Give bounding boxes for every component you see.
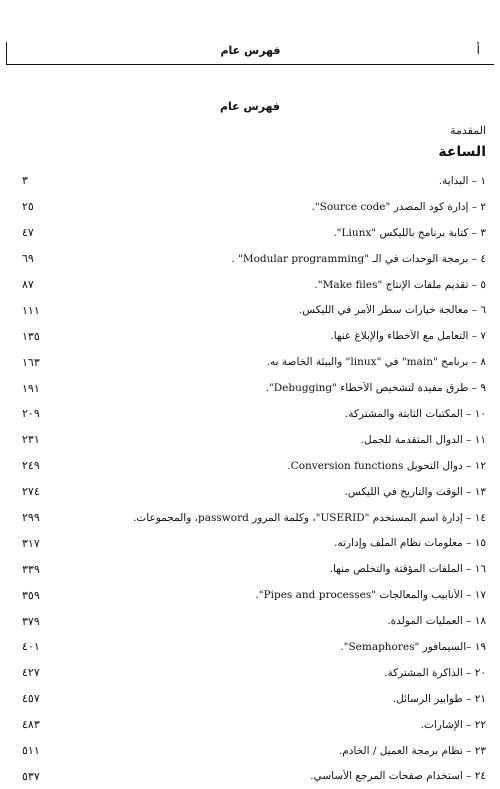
toc-entry [22, 530, 486, 556]
toc-entry-text: ٢٣ – نظام برمجة العميل / الخادم. [338, 744, 486, 757]
toc-entry [22, 505, 486, 531]
toc-entry-page: ٥٣٧ [22, 769, 40, 783]
toc-entry-text: ١٠ – المكتبات الثابتة والمشتركة. [344, 407, 486, 420]
toc-entry [22, 323, 486, 349]
toc-entry [22, 686, 486, 712]
toc-entry-text: ١٥ – معلومات نظام الملف وإدارته. [334, 537, 486, 550]
toc-entry [22, 246, 486, 272]
toc-entry-text: ١٦ – الملفات المؤقتة والتخلص منها. [329, 563, 486, 576]
toc-entry-text: ١٣ – الوقت والتاريخ في الليكس. [344, 485, 486, 498]
toc-entry-text: ٧ – التعامل مع الأخطاء والإبلاغ عنها. [330, 330, 486, 343]
toc-entry [22, 763, 486, 789]
toc-entry [22, 401, 486, 427]
toc-entry-text: ٢٢ – الإشارات. [420, 718, 486, 731]
toc-entry-page: ٣١٧ [22, 536, 40, 550]
toc-entry-page: ٢٠٩ [22, 407, 40, 421]
toc-entry [22, 453, 486, 479]
toc-entry [22, 556, 486, 582]
toc-entry [22, 194, 486, 220]
toc-entry-page: ٤٥٧ [22, 692, 40, 706]
toc-entry-page: ١٩١ [22, 381, 40, 395]
toc-entry-page: ٦٩ [22, 252, 34, 266]
toc-entry-page: ٢٤٩ [22, 459, 40, 473]
toc-entry-page: ١٦٣ [22, 355, 40, 369]
toc-entry-page: ١١١ [22, 303, 40, 317]
toc-entry [22, 375, 486, 401]
toc-entry-page: ٣٧٩ [22, 614, 40, 628]
toc-entry-text: ١ – البداية. [438, 174, 486, 187]
toc-entry-page: ٢٥ [22, 200, 34, 214]
toc-entry [22, 582, 486, 608]
toc-entry-text: ١٢ – دوال التحويل Conversion functions. [287, 459, 486, 472]
toc-title: فهرس عام [219, 100, 281, 113]
toc-entry-page: ١٣٥ [22, 329, 40, 343]
toc-entry-text: ٥ – تقديم ملفات الإنتاج "Make files". [314, 278, 486, 291]
toc-entry [22, 660, 486, 686]
toc-entry-text: ٢٠ – الذاكرة المشتركة. [384, 666, 486, 679]
toc-entry-text: ٢ – إدارة كود المصدر "Source code". [311, 200, 486, 213]
toc-entry [22, 272, 486, 298]
toc-entry-page: ٢٣١ [22, 433, 40, 447]
toc-entry-text: ٨ – برنامج "main" في "linux" والبيئة الخاصة به. [266, 356, 486, 369]
toc-list [22, 168, 486, 789]
running-header-page-number: أ [476, 43, 480, 57]
toc-entry-page: ٣٥٩ [22, 588, 40, 602]
toc-entry [22, 608, 486, 634]
toc-entry-page: ٨٧ [22, 278, 34, 291]
toc-entry-page: ٤٧ [22, 226, 34, 240]
toc-entry-page: ٣٣٩ [22, 562, 40, 576]
running-header-title: فهرس عام [220, 44, 281, 57]
toc-entry [22, 479, 486, 505]
toc-entry [22, 712, 486, 738]
toc-section-heading: الساعة [438, 144, 486, 160]
toc-entry [22, 738, 486, 764]
toc-entry [22, 427, 486, 453]
toc-entry-text: ٩ – طرق مفيدة لتشخيص الأخطاء "Debugging". [265, 382, 486, 395]
toc-entry-page: ٢٧٤ [22, 485, 40, 499]
toc-entry-page: ٤٢٧ [22, 666, 40, 680]
toc-entry [22, 349, 486, 375]
toc-entry-text: ١٤ – إدارة اسم المستخدم "USERID"، وكلمة المرور password، والمجموعات. [133, 511, 486, 524]
running-header [6, 42, 494, 65]
toc-entry-text: ١١ – الدوال المتقدمة للجمل. [360, 433, 486, 446]
toc-entry-text: ١٧ – الأنابيب والمعالجات "Pipes and processes". [255, 589, 486, 602]
toc-entry-page: ٣ [22, 174, 28, 188]
toc-entry [22, 168, 486, 194]
toc-entry-page: ٥١١ [22, 744, 40, 758]
toc-entry [22, 297, 486, 323]
toc-entry [22, 220, 486, 246]
toc-intro: المقدمة [450, 124, 486, 137]
toc-entry-page: ٤٠١ [22, 640, 40, 654]
toc-entry-page: ٢٩٩ [22, 511, 40, 525]
toc-entry-text: ٢٤ – استخدام صفحات المرجع الأساسي. [310, 770, 486, 783]
toc-entry-text: ٦ – معالجة خيارات سطر الأمر في الليكس. [298, 304, 486, 317]
toc-entry-text: ٢١ – طوابير الرسائل. [392, 692, 486, 705]
toc-entry-text: ١٨ – العمليات المولدة. [387, 615, 486, 628]
toc-entry [22, 634, 486, 660]
toc-entry-page: ٤٨٣ [22, 718, 40, 732]
toc-entry-text: ١٩ –السيمافور "Semaphores". [340, 640, 486, 653]
toc-entry-text: ٣ – كتابة برنامج بالليكس "Liunx". [333, 226, 486, 239]
toc-entry-text: ٤ – برمجة الوحدات في الـ "Modular programming" . [231, 252, 486, 265]
